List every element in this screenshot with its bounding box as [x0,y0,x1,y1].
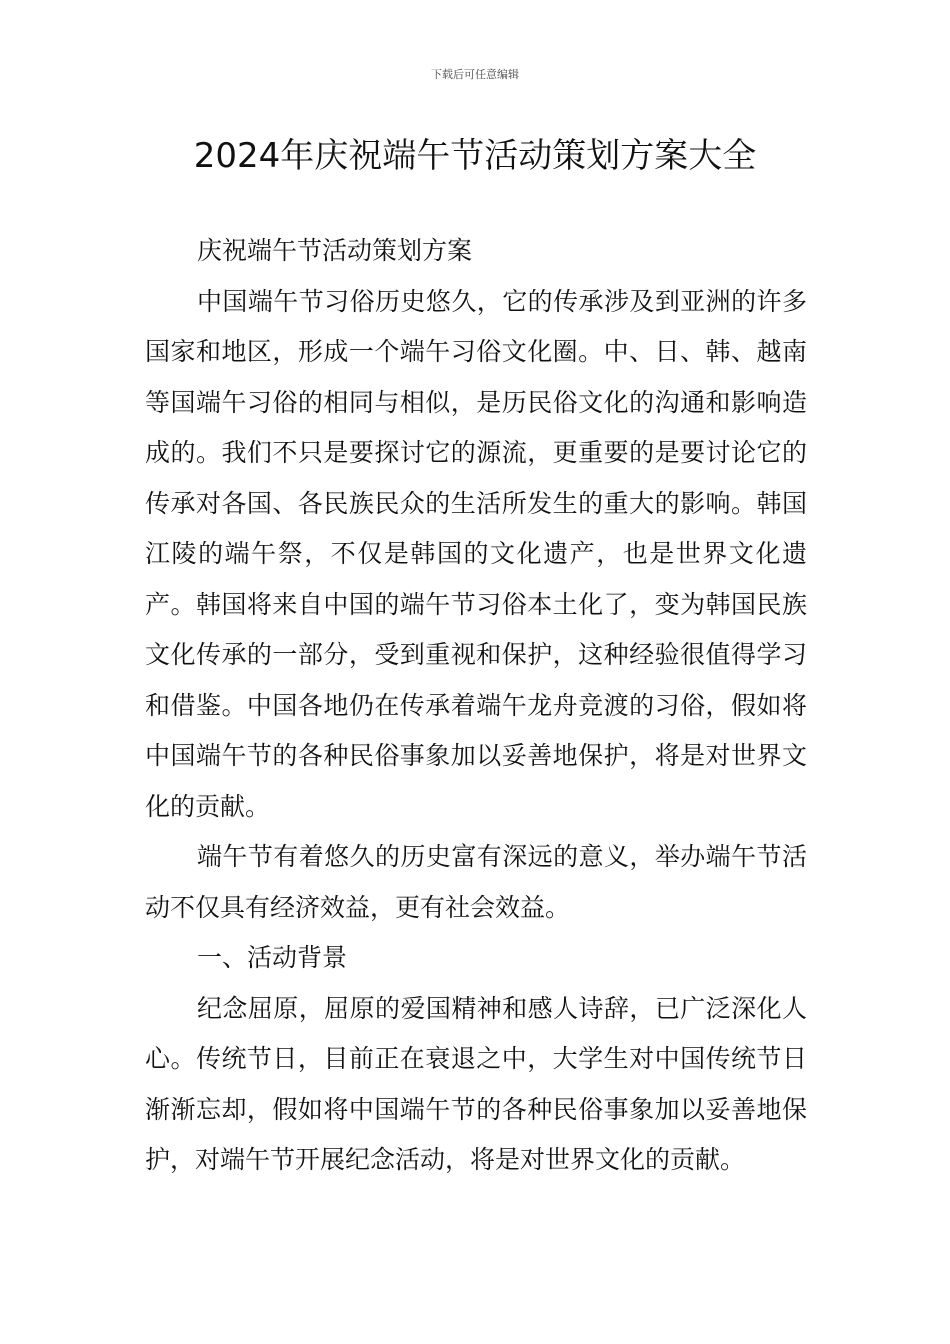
paragraph-background: 纪念屈原，屈原的爱国精神和感人诗辞，已广泛深化人心。传统节日，目前正在衰退之中，大学生对中国传统节日渐渐忘却，假如将中国端午节的各种民俗事象加以妥善地保护，对端午节开展纪念活动，将是对世界文化的贡献。 [145,993,807,1174]
document-body [145,226,807,1186]
document-title: 2024年庆祝端午节活动策划方案大全 [193,136,757,176]
paragraph-subtitle: 庆祝端午节活动策划方案 [197,236,473,265]
paragraph-significance: 端午节有着悠久的历史富有深远的意义，举办端午节活动不仅具有经济效益，更有社会效益。 [145,842,807,922]
paragraph-history: 中国端午节习俗历史悠久，它的传承涉及到亚洲的许多国家和地区，形成一个端午习俗文化圈。中、日、韩、越南等国端午习俗的相同与相似，是历民俗文化的沟通和影响造成的。我们不只是要探讨它的源流，更重要的是要讨论它的传承对各国、各民族民众的生活所发生的重大的影响。韩国江陵的端午祭，不仅是韩国的文化遗产，也是世界文化遗产。韩国将来自中国的端午节习俗本土化了，变为韩国民族文化传承的一部分，受到重视和保护，这种经验很值得学习和借鉴。中国各地仍在传承着端午龙舟竞渡的习俗，假如将中国端午节的各种民俗事象加以妥善地保护，将是对世界文化的贡献。 [145,286,807,821]
header-note: 下载后可任意编辑 [431,68,519,81]
section-heading-background: 一、活动背景 [197,943,348,972]
